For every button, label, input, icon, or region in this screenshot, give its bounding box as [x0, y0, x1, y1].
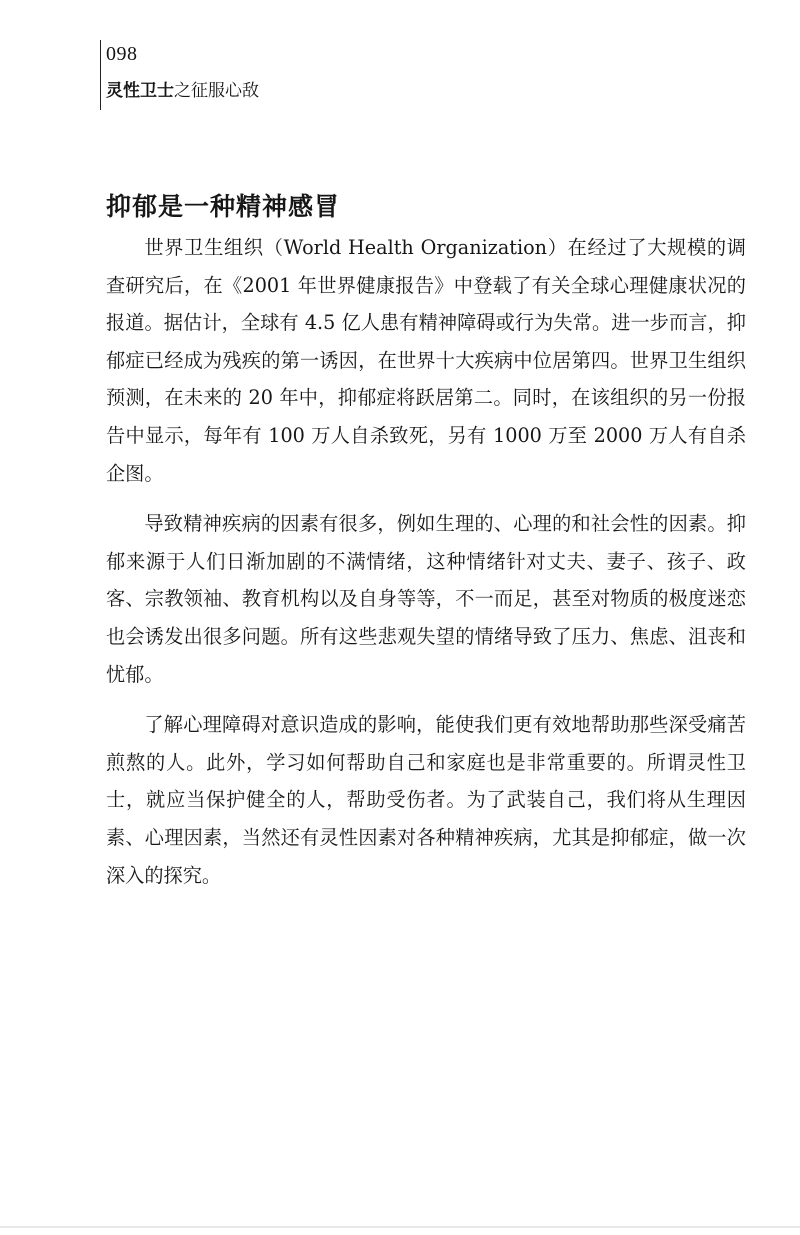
body-text	[106, 229, 746, 907]
running-head-bold: 灵性卫士	[106, 81, 174, 101]
paragraph-3: 了解心理障碍对意识造成的影响，能使我们更有效地帮助那些深受痛苦煎熬的人。此外，学习如何帮助自己和家庭也是非常重要的。所谓灵性卫士，就应当保护健全的人，帮助受伤者。为了武装自己，我们将从生理因素、心理因素，当然还有灵性因素对各种精神疾病，尤其是抑郁症，做一次深入的探究。	[106, 713, 746, 887]
page-number: 098	[106, 43, 138, 65]
header-vertical-rule	[100, 40, 101, 110]
paragraph-2: 导致精神疾病的因素有很多，例如生理的、心理的和社会性的因素。抑郁来源于人们日渐加剧的不满情绪，这种情绪针对丈夫、妻子、孩子、政客、宗教领袖、教育机构以及自身等等，不一而足，甚至对物质的极度迷恋也会诱发出很多问题。所有这些悲观失望的情绪导致了压力、焦虑、沮丧和忧郁。	[106, 512, 746, 686]
running-head-rest: 之征服心敌	[174, 81, 259, 101]
section-title: 抑郁是一种精神感冒	[106, 191, 341, 221]
page-bottom-edge	[0, 1226, 800, 1228]
running-head	[106, 80, 259, 102]
paragraph-1: 世界卫生组织（World Health Organization）在经过了大规模的调查研究后，在《2001 年世界健康报告》中登载了有关全球心理健康状况的报道。据估计，全球有 4.5 亿人患有精神障碍或行为失常。进一步而言，抑郁症已经成为残疾的第一诱因，在世界十大疾病中位居第四。世界卫生组织预测，在未来的 20 年中，抑郁症将跃居第二。同时，在该组织的另一份报告中显示，每年有 100 万人自杀致死，另有 1000 万至 2000 万人有自杀企图。	[106, 236, 746, 485]
